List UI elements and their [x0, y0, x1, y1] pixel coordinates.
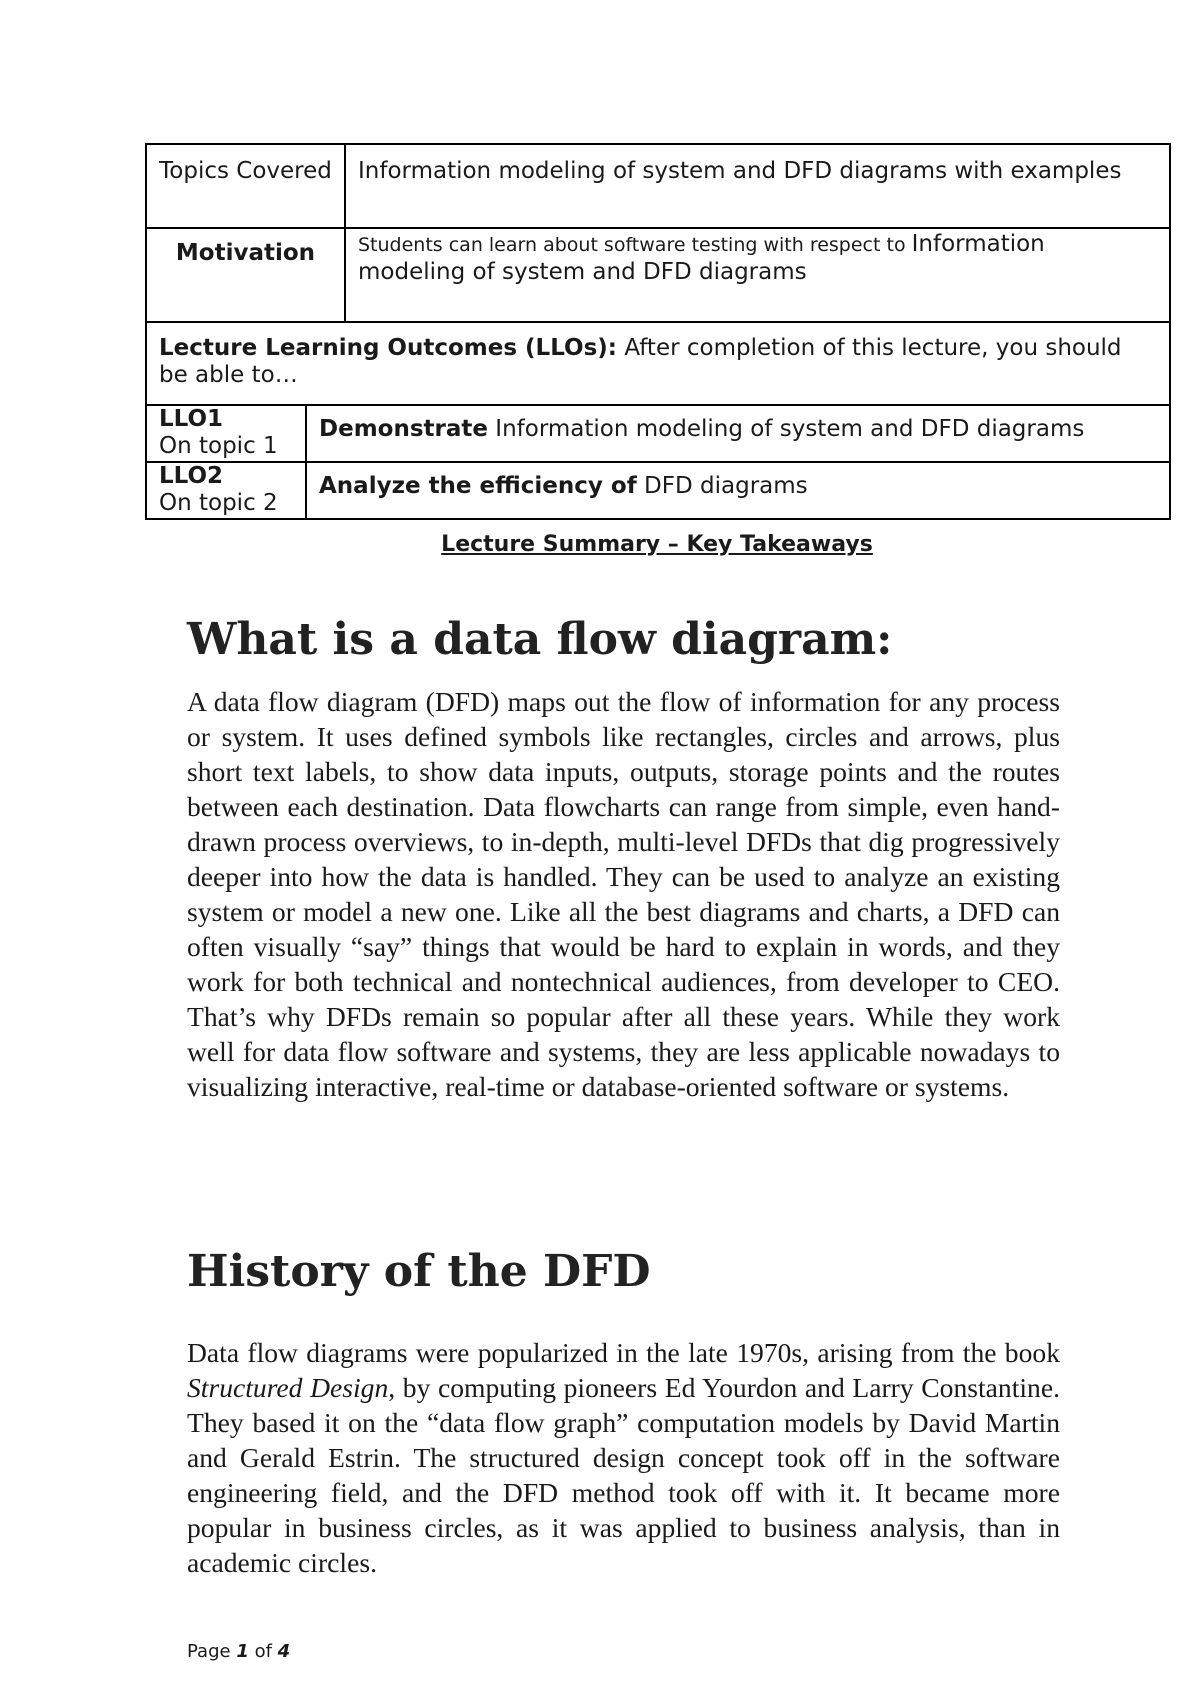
llo-heading-row [146, 322, 1170, 405]
page-number: 1 [236, 1641, 249, 1662]
lecture-info-table [145, 143, 1171, 520]
motivation-row [146, 228, 1170, 322]
topics-value: Information modeling of system and DFD diagrams with examples [358, 158, 1122, 184]
llo1-id-cell [147, 406, 307, 461]
topics-label-cell [146, 144, 345, 228]
of-word: of [254, 1641, 272, 1662]
page-word: Page [187, 1641, 231, 1662]
section2-body-end: , by computing pioneers Ed Yourdon and Larry Constantine. They based it on the “data flow graph” computation models by David Martin and Gerald Estrin. The structured design concept took off in the software engineering field, and the DFD method took off with it. It became more popular in business circles, as it was applied to business analysis, than in academic circles. [187, 1372, 1060, 1578]
llo1-text-cell [307, 406, 1169, 461]
section-what-is-dfd [187, 614, 1060, 1104]
topics-row [146, 144, 1170, 228]
llo1-row [146, 405, 1170, 462]
llo-heading-bold: Lecture Learning Outcomes (LLOs): [159, 335, 618, 361]
llo2-id: LLO2 [159, 463, 224, 489]
topics-label: Topics Covered [159, 158, 332, 184]
summary-title: Lecture Summary – Key Takeaways [441, 532, 873, 557]
llo1-id: LLO1 [159, 406, 224, 432]
section2-body-start: Data flow diagrams were popularized in the late 1970s, arising from the book [187, 1337, 1060, 1368]
llo2-text-cell [307, 463, 1169, 518]
page-footer [187, 1641, 290, 1662]
llo2-row [146, 462, 1170, 519]
page-total: 4 [277, 1641, 291, 1662]
section2-body [187, 1335, 1060, 1580]
llo2-text: DFD diagrams [636, 473, 808, 499]
llo-heading-text: After completion of this lecture, you should be able to… [159, 335, 1122, 388]
llo2-id-cell [147, 463, 307, 518]
llo-heading-cell [146, 322, 1170, 405]
motivation-text-small: Students can learn about software testing with respect to [358, 234, 912, 256]
topics-value-cell [345, 144, 1170, 228]
llo1-text: Information modeling of system and DFD diagrams [487, 416, 1085, 442]
section2-heading: History of the DFD [187, 1246, 651, 1297]
llo1-verb: Demonstrate [319, 416, 488, 442]
llo1-topic: On topic 1 [159, 433, 278, 459]
motivation-value-cell [345, 228, 1170, 322]
llo2-topic: On topic 2 [159, 490, 278, 516]
motivation-label: Motivation [175, 240, 316, 266]
motivation-text: Information modeling of system and DFD diagrams [358, 231, 1045, 285]
llo1-cell [146, 405, 1170, 462]
section-history [187, 1246, 1060, 1580]
llo2-verb: Analyze the efficiency of [319, 473, 637, 499]
section1-body: A data flow diagram (DFD) maps out the flow of information for any process or system. It uses defined symbols like rectangles, circles and arrows, plus short text labels, to show data inputs, outputs, storage points and the routes between each destination. Data flowcharts can range from simple, even hand-drawn process overviews, to in-depth, multi-level DFDs that dig progressively deeper into how the data is handled. They can be used to analyze an existing system or model a new one. Like all the best diagrams and charts, a DFD can often visually “say” things that would be hard to explain in words, and they work for both technical and nontechnical audiences, from developer to CEO. That’s why DFDs remain so popular after all these years. While they work well for data flow software and systems, they are less applicable nowadays to visualizing interactive, real-time or database-oriented software or systems. [187, 686, 1060, 1102]
motivation-label-cell [146, 228, 345, 322]
llo2-cell [146, 462, 1170, 519]
book-title: Structured Design [187, 1372, 389, 1403]
section1-heading: What is a data flow diagram: [187, 614, 893, 665]
